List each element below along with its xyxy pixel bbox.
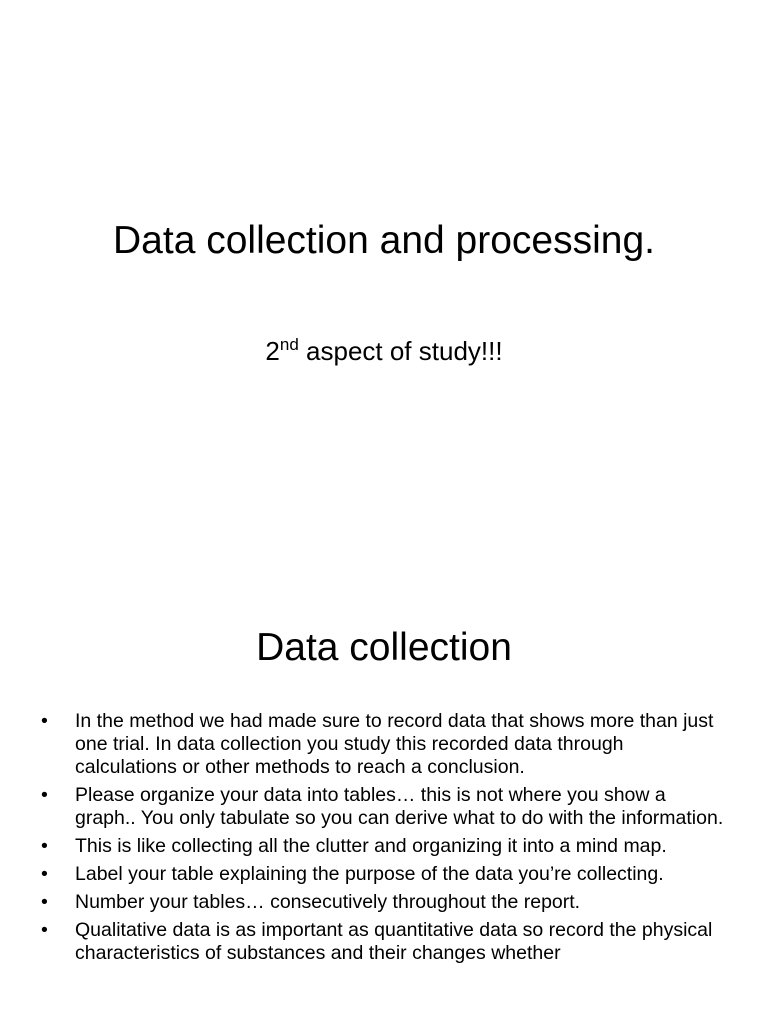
list-item — [38, 891, 728, 914]
bullet-text: Qualitative data is as important as quantitative data so record the physical characteristics of substances and their changes whether — [75, 919, 713, 964]
bullet-text: Number your tables… consecutively throughout the report. — [75, 891, 581, 913]
slide-subtitle — [0, 333, 768, 369]
bullet-text: Please organize your data into tables… this is not where you show a graph.. You only tabulate so you can derive what to do with the information. — [75, 784, 724, 829]
bullet-icon: • — [41, 784, 48, 806]
list-item — [38, 919, 728, 965]
slide-2 — [0, 576, 768, 1024]
bullet-text: In the method we had made sure to record data that shows more than just one trial. In data collection you study this recorded data through calculations or other methods to reach a conclusion. — [75, 710, 714, 778]
bullet-icon: • — [41, 710, 48, 732]
bullet-text: This is like collecting all the clutter and organizing it into a mind map. — [75, 835, 667, 857]
subtitle-superscript: nd — [279, 335, 299, 354]
bullet-list — [38, 710, 728, 970]
list-item — [38, 835, 728, 858]
bullet-icon: • — [41, 863, 48, 885]
subtitle-number: 2 — [265, 336, 280, 366]
bullet-icon: • — [41, 919, 48, 941]
slide-title: Data collection — [256, 626, 512, 669]
bullet-icon: • — [41, 835, 48, 857]
bullet-icon: • — [41, 891, 48, 913]
bullet-text: Label your table explaining the purpose of the data you’re collecting. — [75, 863, 664, 885]
list-item — [38, 710, 728, 779]
slide-title: Data collection and processing. — [113, 219, 655, 262]
subtitle-text: aspect of study!!! — [298, 336, 503, 366]
list-item — [38, 863, 728, 886]
list-item — [38, 784, 728, 830]
